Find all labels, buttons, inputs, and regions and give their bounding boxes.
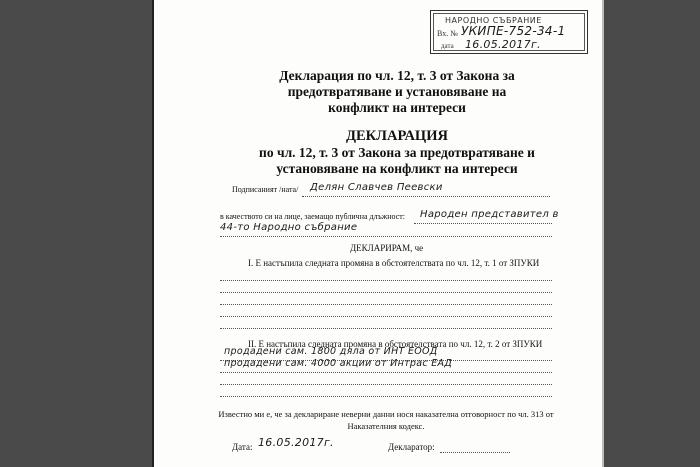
- declarant-label: Декларатор:: [388, 442, 435, 452]
- section-1-dotted-line-5: [220, 328, 552, 329]
- stamp-date-label: дата: [441, 42, 454, 50]
- stamp-date-value: 16.05.2017г.: [465, 38, 541, 51]
- header-title: Декларация по чл. 12, т. 3 от Закона за предотвратяване и установяване на конфликт на интереси: [279, 68, 515, 115]
- document-page: [152, 0, 604, 467]
- main-title: ДЕКЛАРАЦИЯ: [346, 128, 448, 144]
- section-2-entry-2: продадени сам. 4000 акции от Интрас ЕАД: [224, 358, 453, 369]
- signatory-name: Делян Славчев Пеевски: [310, 182, 443, 193]
- stamp-number-label: Вх. №: [437, 29, 458, 38]
- page-left-edge: [152, 0, 154, 467]
- section-2-entry-1: продадени сам. 1800 дяла от ИНТ ЕООД: [224, 346, 438, 357]
- date-label: Дата:: [232, 442, 253, 452]
- section-1-dotted-line-2: [220, 292, 552, 293]
- date-value: 16.05.2017г.: [258, 436, 334, 449]
- viewer-background-left: [0, 0, 152, 467]
- position-label: в качеството си на лице, заемащо публична длъжност:: [220, 212, 406, 221]
- stamp-authority: НАРОДНО СЪБРАНИЕ: [445, 16, 542, 25]
- signatory-dotted-line: [302, 196, 550, 197]
- position-dotted-line-2: [220, 236, 552, 237]
- signatory-label: Подписаният /ната/: [232, 185, 299, 194]
- section-1-dotted-line-3: [220, 304, 552, 305]
- registration-stamp: [430, 10, 588, 54]
- declarant-signature-line: [440, 452, 510, 453]
- page-right-edge: [602, 0, 604, 467]
- section-2-dotted-line-4: [220, 396, 552, 397]
- section-2-title: II. Е настъпила следната промяна в обстоятелствата по чл. 12, т. 2 от ЗПУКИ: [248, 339, 543, 349]
- position-line-2: 44-то Народно събрание: [220, 222, 358, 233]
- liability-text: Известно ми е, че за деклариране неверни данни нося наказателна отговорност по чл. 313 от Наказателния кодекс.: [218, 409, 554, 431]
- main-subtitle: по чл. 12, т. 3 от Закона за предотвратяване и установяване на конфликт на интереси: [259, 145, 535, 176]
- declare-label: ДЕКЛАРИРАМ, че: [350, 243, 424, 253]
- stamp-number-value: УКИПЕ-752-34-1: [461, 24, 566, 38]
- position-line-1: Народен представител в: [420, 209, 559, 220]
- section-1-dotted-line-4: [220, 316, 552, 317]
- section-2-dotted-line-3: [220, 384, 552, 385]
- section-1-dotted-line-1: [220, 280, 552, 281]
- section-2-dotted-line-2: [220, 372, 552, 373]
- position-dotted-line-1: [414, 223, 552, 224]
- section-1-title: I. Е настъпила следната промяна в обстоятелствата по чл. 12, т. 1 от ЗПУКИ: [248, 258, 540, 268]
- viewer-background-right: [604, 0, 700, 467]
